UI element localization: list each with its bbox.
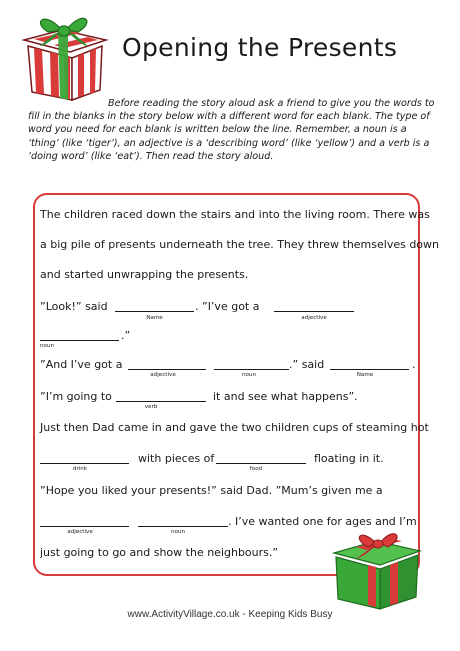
hint-label: food bbox=[249, 466, 263, 472]
blank-noun[interactable] bbox=[40, 340, 119, 341]
hint-label: drink bbox=[72, 466, 88, 472]
blank-adjective[interactable] bbox=[128, 369, 206, 370]
hint-label: adjective bbox=[67, 529, 93, 535]
story-line: just going to go and show the neighbours.” bbox=[40, 546, 279, 559]
gift-box-icon bbox=[14, 6, 110, 102]
story-line: and started unwrapping the presents. bbox=[40, 268, 249, 281]
story-line: .” said bbox=[289, 358, 325, 371]
hint-label: adjective bbox=[150, 372, 176, 378]
story-line: a big pile of presents underneath the tree. They threw themselves down bbox=[40, 238, 440, 251]
blank-name[interactable] bbox=[330, 369, 409, 370]
instructions-paragraph: Before reading the story aloud ask a friend to give you the words to fill in the blanks in the story below with a different word for each blank. The type of word you need for each blank is written below the line. Remember, a noun is a ‘thing’ (like ‘tiger’), an adjective is a ‘describing word’ (like ‘yellow’) and a verb is a ‘doing word’ (like ‘eat’). Then read the story aloud. bbox=[28, 98, 435, 162]
story-line: Just then Dad came in and gave the two children cups of steaming hot bbox=[40, 421, 429, 434]
story-line: The children raced down the stairs and into the living room. There was bbox=[40, 208, 430, 221]
story-line: . ”I’ve got a bbox=[195, 300, 260, 313]
hint-label: Name bbox=[146, 315, 163, 321]
gift-box-icon bbox=[330, 531, 424, 611]
hint-label: noun bbox=[241, 372, 257, 378]
footer-text: www.ActivityVillage.co.uk - Keeping Kids Busy bbox=[127, 609, 333, 620]
blank-noun[interactable] bbox=[214, 369, 289, 370]
story-line: with pieces of bbox=[138, 452, 215, 465]
blank-noun[interactable] bbox=[138, 526, 228, 527]
blank-verb[interactable] bbox=[116, 401, 206, 402]
hint-label: verb bbox=[144, 404, 158, 410]
hint-label: Name bbox=[356, 372, 374, 378]
story-line: ”Look!” said bbox=[40, 300, 108, 313]
story-line: . I’ve wanted one for ages and I’m bbox=[228, 515, 417, 528]
page-title: Opening the Presents bbox=[122, 33, 398, 62]
story-line: .” bbox=[121, 329, 131, 342]
hint-label: noun bbox=[170, 529, 186, 535]
blank-name[interactable] bbox=[115, 311, 194, 312]
story-line: ”And I’ve got a bbox=[40, 358, 123, 371]
story-line: floating in it. bbox=[314, 452, 384, 465]
story-line: ”I’m going to bbox=[40, 390, 112, 403]
blank-adjective[interactable] bbox=[40, 526, 129, 527]
blank-adjective[interactable] bbox=[274, 311, 354, 312]
story-line: ”Hope you liked your presents!” said Dad. ”Mum’s given me a bbox=[40, 484, 383, 497]
blank-food[interactable] bbox=[216, 463, 306, 464]
story-line: it and see what happens”. bbox=[213, 390, 358, 403]
hint-label: noun bbox=[40, 343, 55, 349]
story-line: . bbox=[412, 358, 416, 371]
blank-drink[interactable] bbox=[40, 463, 129, 464]
hint-label: adjective bbox=[301, 315, 327, 321]
